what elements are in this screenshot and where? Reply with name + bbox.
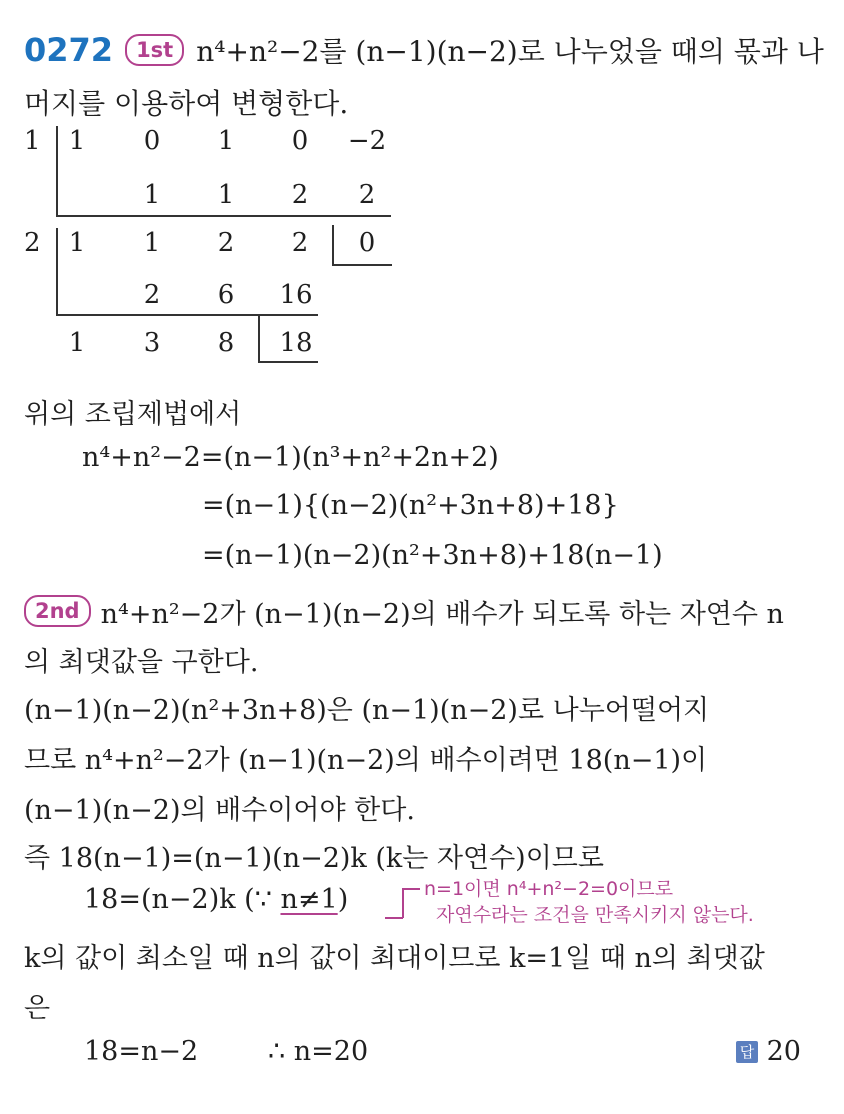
step-1st-badge: 1st — [125, 34, 184, 66]
sd-cell: 1 — [68, 328, 86, 358]
solution-p1-line2: 므로 n⁴+n²−2가 (n−1)(n−2)의 배수이려면 18(n−1)이 — [24, 745, 708, 776]
sd-cell: 1 — [217, 126, 235, 156]
final-eq: 18=n−2 — [84, 1036, 199, 1067]
derivation-intro: 위의 조립제법에서 — [24, 399, 242, 430]
sd-cell: 1 — [68, 126, 86, 156]
sd-cell: 3 — [143, 328, 161, 358]
sd-vline-2 — [56, 228, 58, 315]
derivation-eq2: =(n−1){(n−2)(n²+3n+8)+18} — [202, 490, 619, 521]
derivation-eq3: =(n−1)(n−2)(n²+3n+8)+18(n−1) — [202, 540, 663, 571]
step-2nd-row — [24, 592, 784, 630]
sd-remainder-2: 18 — [279, 328, 313, 358]
problem-number: 0272 — [24, 31, 114, 69]
answer — [736, 1036, 801, 1067]
solution-eq-condition: n≠1 — [280, 884, 338, 915]
step-1st-text-line1: n⁴+n²−2를 (n−1)(n−2)로 나누었을 때의 몫과 나 — [196, 35, 824, 68]
sd-remainder-box-v — [332, 225, 334, 265]
annotation-connector-v — [402, 888, 404, 918]
solution-p3-line1: k의 값이 최소일 때 n의 값이 최대이므로 k=1일 때 n의 최댓값 — [24, 943, 765, 974]
sd-cell: 2 — [217, 228, 235, 258]
sd-remainder-1: 0 — [358, 228, 376, 258]
solution-p3-line2: 은 — [24, 993, 51, 1024]
solution-eq-main: 18=(n−2)k (∵ — [84, 884, 281, 915]
annotation-note-line1: n=1이면 n⁴+n²−2=0이므로 — [424, 878, 674, 900]
sd-vline-1 — [56, 126, 58, 216]
final-result: ∴ n=20 — [268, 1036, 369, 1067]
sd-cell: 2 — [358, 180, 376, 210]
answer-icon: 답 — [736, 1041, 758, 1063]
sd-hline-1 — [56, 215, 391, 217]
solution-eq-main-row — [84, 884, 348, 915]
sd-cell: 8 — [217, 328, 235, 358]
sd-cell: 1 — [143, 180, 161, 210]
sd-remainder-box-h — [332, 264, 392, 266]
divisor-1: 1 — [24, 126, 41, 156]
annotation-connector-h — [385, 917, 403, 919]
solution-p2-line: 즉 18(n−1)=(n−1)(n−2)k (k는 자연수)이므로 — [24, 843, 604, 874]
sd-cell: −2 — [347, 126, 387, 156]
sd-cell: 1 — [217, 180, 235, 210]
sd-hline-2 — [56, 314, 318, 316]
sd-cell: 1 — [68, 228, 86, 258]
sd-cell: 0 — [143, 126, 161, 156]
derivation-eq1: n⁴+n²−2=(n−1)(n³+n²+2n+2) — [82, 442, 499, 473]
sd-cell: 2 — [291, 180, 309, 210]
solution-p1-line1: (n−1)(n−2)(n²+3n+8)은 (n−1)(n−2)로 나누어떨어지 — [24, 695, 710, 726]
sd-cell: 2 — [291, 228, 309, 258]
synthetic-division — [0, 0, 844, 380]
step-2nd-text-line1: n⁴+n²−2가 (n−1)(n−2)의 배수가 되도록 하는 자연수 n — [100, 598, 784, 630]
step-2nd-text-line2: 의 최댓값을 구한다. — [24, 647, 259, 678]
sd-cell: 6 — [217, 280, 235, 310]
annotation-connector-top — [402, 888, 420, 890]
step-1st-text-line2: 머지를 이용하여 변형한다. — [24, 87, 349, 120]
sd-remainder2-box-v — [258, 316, 260, 362]
annotation-note-line2: 자연수라는 조건을 만족시키지 않는다. — [436, 904, 754, 926]
answer-value: 20 — [766, 1036, 801, 1067]
step-2nd-badge: 2nd — [24, 595, 91, 627]
sd-cell: 0 — [291, 126, 309, 156]
sd-cell: 16 — [279, 280, 313, 310]
solution-p1-line3: (n−1)(n−2)의 배수이어야 한다. — [24, 795, 415, 826]
sd-cell: 1 — [143, 228, 161, 258]
divisor-2: 2 — [24, 228, 41, 258]
sd-cell: 2 — [143, 280, 161, 310]
sd-remainder2-box-h — [258, 361, 318, 363]
solution-eq-close: ) — [337, 884, 349, 915]
